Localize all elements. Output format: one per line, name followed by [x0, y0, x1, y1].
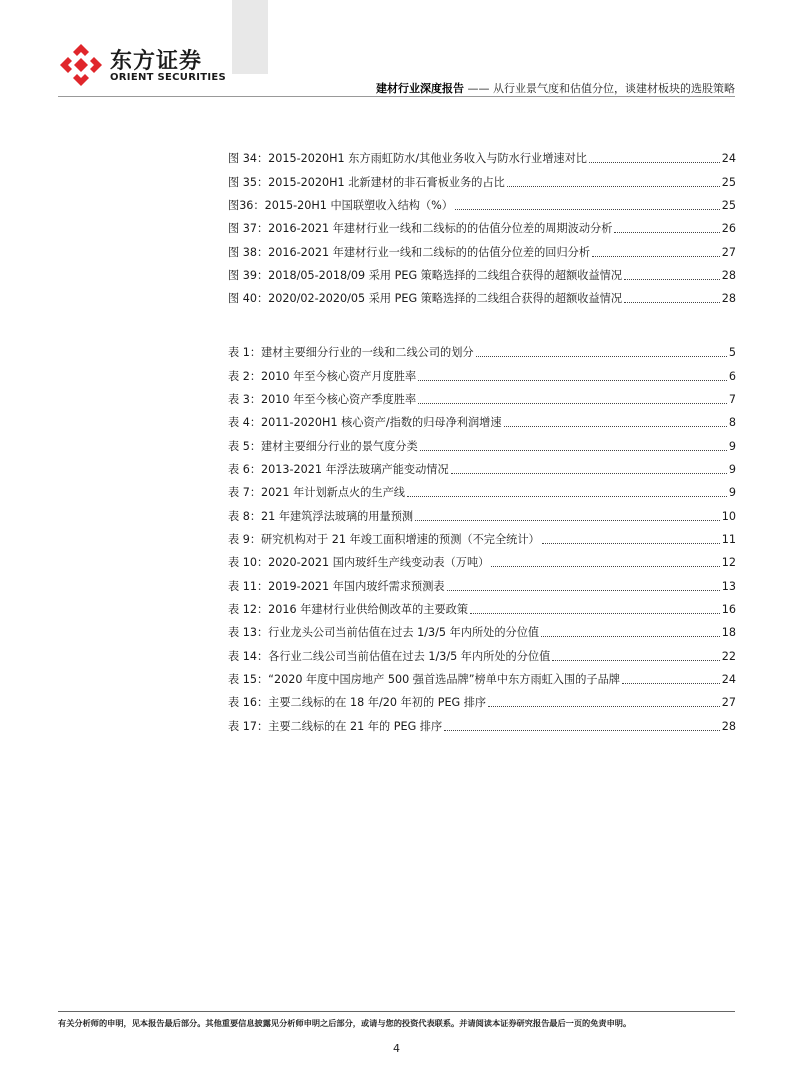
toc-entry[interactable]: [228, 260, 736, 283]
toc-entry-label: 表 8：21 年建筑浮法玻璃的用量预测: [228, 509, 414, 523]
footer-disclaimer: 有关分析师的申明，见本报告最后部分。其他重要信息披露见分析师申明之后部分，或请与您的投资代表联系。并请阅读本证券研究报告最后一页的免责申明。: [58, 1018, 632, 1028]
toc-entry[interactable]: [228, 710, 736, 733]
logo-mark-icon: [58, 42, 104, 88]
footer-divider: [58, 1011, 735, 1012]
toc-leader-dots: [491, 565, 719, 567]
toc-entry-page: 28: [721, 268, 736, 282]
toc-entry[interactable]: [228, 236, 736, 259]
toc-entry[interactable]: [228, 594, 736, 617]
table-list: [228, 337, 736, 734]
toc-leader-dots: [624, 278, 720, 280]
toc-entry-page: 25: [721, 198, 736, 212]
toc-entry[interactable]: [228, 384, 736, 407]
toc-entry-label: 表 5：建材主要细分行业的景气度分类: [228, 439, 418, 453]
toc-entry-page: 10: [721, 509, 736, 523]
toc-leader-dots: [415, 519, 720, 521]
toc-entry[interactable]: [228, 360, 736, 383]
toc-entry[interactable]: [228, 547, 736, 570]
toc-entry-label: 表 7：2021 年计划新点火的生产线: [228, 486, 405, 500]
brand-name-en: ORIENT SECURITIES: [110, 72, 227, 83]
toc-entry-label: 表 16：主要二线标的在 18 年/20 年初的 PEG 排序: [228, 696, 487, 710]
toc-leader-dots: [552, 659, 719, 661]
toc-entry-label: 图 38：2016-2021 年建材行业一线和二线标的的估值分位差的回归分析: [228, 245, 591, 259]
toc-entry-label: 图36：2015-20H1 中国联塑收入结构（%）: [228, 198, 453, 212]
toc-leader-dots: [476, 355, 727, 357]
toc-leader-dots: [451, 472, 727, 474]
toc-entry-page: 9: [728, 439, 736, 453]
toc-entry-page: 25: [721, 175, 736, 189]
report-header: [376, 80, 735, 96]
toc-entry-label: 表 4：2011-2020H1 核心资产/指数的归母净利润增速: [228, 416, 502, 430]
toc-entry-label: 表 6：2013-2021 年浮法玻璃产能变动情况: [228, 462, 449, 476]
toc-entry-page: 24: [721, 672, 736, 686]
toc-leader-dots: [488, 705, 720, 707]
toc-entry-label: 表 2：2010 年至今核心资产月度胜率: [228, 369, 417, 383]
toc-entry[interactable]: [228, 617, 736, 640]
toc-entry[interactable]: [228, 337, 736, 360]
toc-entry-page: 8: [728, 416, 736, 430]
toc-entry-page: 6: [728, 369, 736, 383]
toc-leader-dots: [589, 161, 720, 163]
toc-leader-dots: [624, 301, 720, 303]
toc-entry[interactable]: [228, 283, 736, 306]
report-type: 建材行业深度报告: [376, 82, 464, 95]
toc-leader-dots: [504, 425, 727, 427]
toc-entry-page: 7: [728, 392, 736, 406]
toc-entry-page: 11: [721, 532, 736, 546]
page-number: 4: [393, 1042, 400, 1055]
toc-entry[interactable]: [228, 477, 736, 500]
toc-leader-dots: [447, 589, 720, 591]
toc-leader-dots: [407, 495, 727, 497]
toc-leader-dots: [420, 449, 727, 451]
toc-entry-label: 图 39：2018/05-2018/09 采用 PEG 策略选择的二线组合获得的超额收益情况: [228, 268, 623, 282]
toc-entry[interactable]: [228, 500, 736, 523]
toc-entry-label: 表 1：建材主要细分行业的一线和二线公司的划分: [228, 346, 474, 360]
header-separator: ——: [467, 82, 490, 95]
toc-entry-page: 22: [721, 649, 736, 663]
brand-name-cn: 东方证券: [110, 49, 203, 74]
toc-entry-label: 表 3：2010 年至今核心资产季度胜率: [228, 392, 417, 406]
header-divider: [58, 96, 735, 97]
toc-entry[interactable]: [228, 190, 736, 213]
toc-leader-dots: [614, 231, 719, 233]
toc-leader-dots: [418, 379, 727, 381]
header-tab-decoration: [232, 0, 268, 74]
toc-entry-page: 9: [728, 462, 736, 476]
toc-entry-page: 5: [728, 346, 736, 360]
toc-entry-label: 表 17：主要二线标的在 21 年的 PEG 排序: [228, 719, 443, 733]
toc-leader-dots: [470, 612, 720, 614]
toc-entry-page: 13: [721, 579, 736, 593]
toc-entry-page: 27: [721, 245, 736, 259]
toc-leader-dots: [622, 682, 720, 684]
toc-entry-page: 26: [721, 222, 736, 236]
toc-entry-label: 表 9：研究机构对于 21 年竣工面积增速的预测（不完全统计）: [228, 532, 540, 546]
toc-entry[interactable]: [228, 664, 736, 687]
toc-entry-label: 图 37：2016-2021 年建材行业一线和二线标的的估值分位差的周期波动分析: [228, 222, 613, 236]
toc-leader-dots: [418, 402, 727, 404]
figure-list: [228, 143, 736, 306]
toc-entry[interactable]: [228, 454, 736, 477]
toc-entry[interactable]: [228, 143, 736, 166]
toc-entry-label: 表 10：2020-2021 国内玻纤生产线变动表（万吨）: [228, 556, 490, 570]
toc-entry-page: 28: [721, 292, 736, 306]
toc-entry-page: 16: [721, 602, 736, 616]
toc-entry-page: 24: [721, 152, 736, 166]
toc-entry-label: 表 13：行业龙头公司当前估值在过去 1/3/5 年内所处的分位值: [228, 626, 540, 640]
toc-entry[interactable]: [228, 687, 736, 710]
toc-entry-label: 图 35：2015-2020H1 北新建材的非石膏板业务的占比: [228, 175, 505, 189]
toc-entry[interactable]: [228, 407, 736, 430]
toc-entry-label: 图 40：2020/02-2020/05 采用 PEG 策略选择的二线组合获得的超额收益情况: [228, 292, 623, 306]
toc-leader-dots: [541, 635, 720, 637]
toc-leader-dots: [542, 542, 720, 544]
report-title: 从行业景气度和估值分位，谈建材板块的选股策略: [493, 82, 735, 95]
toc-entry[interactable]: [228, 640, 736, 663]
toc-leader-dots: [507, 185, 720, 187]
toc-entry-page: 9: [728, 486, 736, 500]
toc-entry-label: 表 15：“2020 年度中国房地产 500 强首选品牌”榜单中东方雨虹入围的子品牌: [228, 672, 620, 686]
toc-entry[interactable]: [228, 166, 736, 189]
toc-entry-label: 表 14：各行业二线公司当前估值在过去 1/3/5 年内所处的分位值: [228, 649, 551, 663]
toc-entry-page: 28: [721, 719, 736, 733]
toc-entry-page: 27: [721, 696, 736, 710]
toc-leader-dots: [455, 208, 720, 210]
toc-leader-dots: [444, 729, 720, 731]
toc-entry[interactable]: [228, 213, 736, 236]
toc-entry-label: 表 11：2019-2021 年国内玻纤需求预测表: [228, 579, 445, 593]
orient-securities-logo: [58, 42, 228, 92]
toc-entry[interactable]: [228, 570, 736, 593]
toc-leader-dots: [592, 255, 720, 257]
toc-entry-label: 表 12：2016 年建材行业供给侧改革的主要政策: [228, 602, 469, 616]
toc-entry[interactable]: [228, 524, 736, 547]
toc-entry-label: 图 34：2015-2020H1 东方雨虹防水/其他业务收入与防水行业增速对比: [228, 152, 587, 166]
toc-entry[interactable]: [228, 430, 736, 453]
toc-entry-page: 12: [721, 556, 736, 570]
toc-entry-page: 18: [721, 626, 736, 640]
